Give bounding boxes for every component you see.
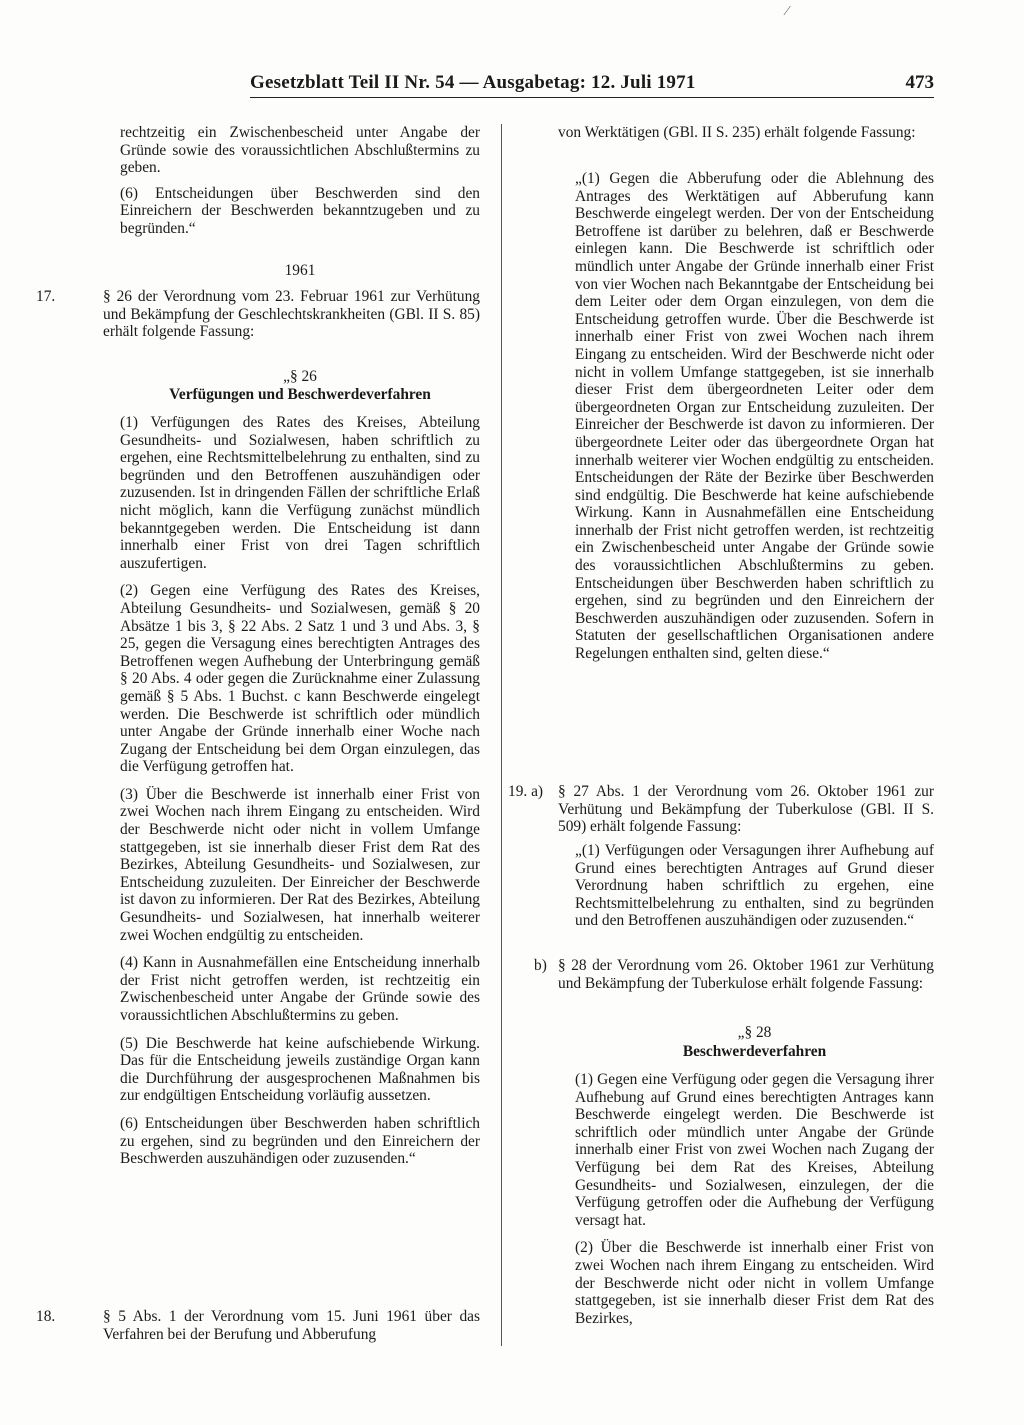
item-19b-number: b) xyxy=(534,957,547,974)
paragraph-sign-26: „§ 26 xyxy=(283,368,317,385)
year-heading: 1961 xyxy=(284,262,316,279)
paragraph-2: (2) Gegen eine Verfügung des Rates des Kreises, Abteilung Gesundheits- und Sozialwesen, gemäß § 20 Absätze 1 bis 3, § 22 Abs. 2 Satz 1 und 3 und Abs. 3, § 25, gegen die Versagung eines berechtigten Antrages des Betroffenen wegen Aufhebung der Unterbringung gemäß § 20 Abs. 4 oder gegen die Zurücknahme einer Zulassung gemäß § 5 Abs. 1 Buchst. c kann Beschwerde eingelegt werden. Die Beschwerde ist schriftlich oder mündlich unter Angabe der Gründe innerhalb einer Woche nach Zugang der Entscheidung bei dem Organ einzulegen, das die Verfügung getroffen hat. xyxy=(120,582,480,776)
item-18-continuation: von Werktätigen (GBl. II S. 235) erhält folgende Fassung: xyxy=(558,124,916,141)
paragraph-5: (5) Die Beschwerde hat keine aufschiebende Wirkung. Das für die Entscheidung jeweils zuständige Organ kann die Durchführung der ausgesprochenen Maßnahmen bis zur endgültigen Entscheidung vorläufig aussetzen. xyxy=(120,1034,480,1105)
paragraph-28-1: (1) Gegen eine Verfügung oder gegen die Versagung ihrer Aufhebung auf Grund eines berechtigten Antrages kann Beschwerde eingelegt werden. Die Beschwerde ist schriftlich oder mündlich unter Angabe der Gründe innerhalb einer Frist von zwei Wochen nach Zugang der Verfügung bei dem Rat des Kreises, Abteilung Gesundheits- und Sozialwesen, einzulegen, der die Verfügung getroffen oder die Aufhebung der Verfügung versagt hat. xyxy=(575,1071,934,1229)
right-body xyxy=(575,1071,934,1327)
paragraph-6-prev: (6) Entscheidungen über Beschwerden sind den Einreichern der Beschwerden bekanntzugeben und zu begründen.“ xyxy=(120,184,480,237)
quote-paragraph-19a: „(1) Verfügungen oder Versagungen ihrer Aufhebung auf Grund eines berechtigten Antrages auf Grund dieser Verordnung haben schriftlich zu ergehen, eine Rechtsmittelbelehrung zu enthalten, sind zu begründen und den Betroffenen auszuhändigen oder zuzusenden.“ xyxy=(575,842,934,930)
paragraph-28-2: (2) Über die Beschwerde ist innerhalb einer Frist von zwei Wochen nach ihrem Eingang zu entscheiden. Wird der Beschwerde nicht oder nicht in vollem Umfange stattgegeben, ist sie innerhalb dieser Frist dem Rat des Bezirkes, xyxy=(575,1239,934,1327)
left-top-block xyxy=(120,124,480,238)
paragraph-3: (3) Über die Beschwerde ist innerhalb einer Frist von zwei Wochen nach ihrem Eingang zu entscheiden. Wird der Beschwerde nicht oder nicht in vollem Umfange stattgegeben, ist sie innerhalb dieser Frist dem Rat des Bezirkes, Abteilung Gesundheits- und Sozialwesen, zur Entscheidung zuzuleiten. Der Einreicher der Beschwerde ist davon zu informieren. Der Rat des Bezirkes, Abteilung Gesundheits- und Sozialwesen, hat innerhalb weiterer zwei Wochen endgültig zu entscheiden. xyxy=(120,785,480,944)
paragraph-1: (1) Verfügungen des Rates des Kreises, Abteilung Gesundheits- und Sozialwesen, haben schriftlich zu ergehen, eine Rechtsmittelbelehrung zu enthalten, sind zu begründen und den Betroffenen auszuhändigen oder zuzusenden. Ist in dringenden Fällen der schriftliche Erlaß nicht möglich, kann die Verfügung zunächst mündlich bekanntgegeben werden. Die Entscheidung ist dann innerhalb einer Frist von drei Tagen schriftlich auszufertigen. xyxy=(120,414,480,572)
pencil-mark: ⁄ xyxy=(786,4,789,19)
page-number: 473 xyxy=(905,72,934,93)
item-19b-text: § 28 der Verordnung vom 26. Oktober 1961 zur Verhütung und Bekämpfung der Tuberkulose erhält folgende Fassung: xyxy=(558,957,934,992)
item-18-number: 18. xyxy=(36,1308,56,1325)
item-17-number: 17. xyxy=(36,288,56,305)
paragraph-sign-28: „§ 28 xyxy=(737,1024,772,1041)
paragraph-4: (4) Kann in Ausnahmefällen eine Entscheidung innerhalb der Frist nicht getroffen werden, ist rechtzeitig ein Zwischenbescheid unter Angabe der Gründe sowie des voraussichtlichen Abschlußtermins zu geben. xyxy=(120,954,480,1024)
item-19a-number: 19. a) xyxy=(508,783,544,800)
quote-paragraph-1: „(1) Gegen die Abberufung oder die Ablehnung des Antrages des Werktätigen auf Abberufung kann Beschwerde eingelegt werden. Der von der Entscheidung Betroffene ist darüber zu belehren, daß er Beschwerde einlegen kann. Die Beschwerde ist schriftlich oder mündlich unter Angabe der Gründe innerhalb einer Frist von vier Wochen nach Bekanntgabe der Entscheidung bei dem Leiter oder dem Organ einzulegen, von dem die Entscheidung getroffen wurde. Über die Beschwerde ist innerhalb einer Frist von zwei Wochen nach ihrem Eingang zu entscheiden. Wird der Beschwerde nicht oder nicht in vollem Umfange stattgegeben, ist sie innerhalb dieser Frist dem übergeordneten Leiter oder dem übergeordneten Organ zur Entscheidung zuzuleiten. Der Einreicher der Beschwerde ist davon zu informieren. Der übergeordnete Leiter oder das übergeordnete Organ hat innerhalb weiterer vier Wochen endgültig zu entscheiden. Entscheidungen der Räte der Bezirke über Beschwerden sind endgültig. Die Beschwerde hat keine aufschiebende Wirkung. Kann in Ausnahmefällen eine Entscheidung innerhalb der Frist nicht getroffen werden, ist rechtzeitig ein Zwischenbescheid unter Angabe der Gründe sowie des voraussichtlichen Abschlußtermins zu geben. Entscheidungen über Beschwerden haben schriftlich zu ergehen, sind zu begründen und den Einreichern der Beschwerden auszuhändigen oder zuzusenden. Sofern in Statuten der gesellschaftlichen Organisationen andere Regelungen enthalten sind, gelten diese.“ xyxy=(575,170,934,663)
continuation-text: rechtzeitig ein Zwischenbescheid unter Angabe der Gründe sowie des voraussichtlichen Abschlußtermins zu geben. xyxy=(120,124,480,177)
page-header xyxy=(250,72,934,96)
section-title-28: Beschwerdeverfahren xyxy=(682,1043,827,1060)
header-rule xyxy=(250,97,934,98)
item-18-text: § 5 Abs. 1 der Verordnung vom 15. Juni 1961 über das Verfahren bei der Berufung und Abberufung xyxy=(103,1308,480,1343)
paragraph-6: (6) Entscheidungen über Beschwerden haben schriftlich zu ergehen, sind zu begründen und den Einreichern der Beschwerden auszuhändigen oder zuzusenden.“ xyxy=(120,1114,480,1168)
item-19a-text: § 27 Abs. 1 der Verordnung vom 26. Oktober 1961 zur Verhütung und Bekämpfung der Tuberkulose (GBl. II S. 509) erhält folgende Fassung: xyxy=(558,783,934,836)
section-title-26: Verfügungen und Beschwerdeverfahren xyxy=(169,386,431,403)
item-17-intro: § 26 der Verordnung vom 23. Februar 1961 zur Verhütung und Bekämpfung der Geschlechtskrankheiten (GBl. II S. 85) erhält folgende Fassung: xyxy=(103,288,480,341)
column-divider xyxy=(501,124,502,1346)
header-title: Gesetzblatt Teil II Nr. 54 — Ausgabetag: 12. Juli 1971 xyxy=(250,72,696,93)
left-body xyxy=(120,414,480,1168)
